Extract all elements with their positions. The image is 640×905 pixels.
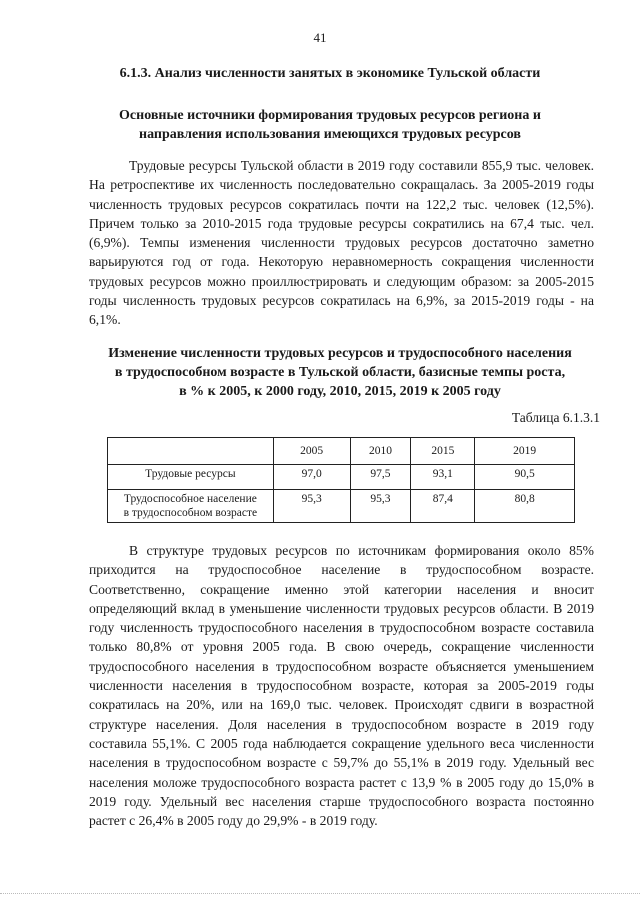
table-cell: 97,0 — [273, 465, 350, 490]
table-title-line-3: в % к 2005, к 2000 году, 2010, 2015, 2019 к 2005 году — [179, 384, 501, 399]
table-title-line-1: Изменение численности трудовых ресурсов и трудоспособного населения — [108, 346, 572, 361]
table-cell: 80,8 — [475, 490, 575, 523]
table-title — [80, 344, 600, 401]
paragraph-2-text: В структуре трудовых ресурсов по источникам формирования около 85% приходится на трудоспособное население в трудоспособном возрасте. Соответственно, сокращение именно этой категории населения и вносит определяющий вклад в уменьшение численности трудовых ресурсов области. В 2019 году численность трудоспособного населения в трудоспособном возрасте составила только 80,8% от уровня 2005 года. В свою очередь, сокращение численности трудоспособного населения в трудоспособном возрасте объясняется уменьшением численности населения в трудоспособном возрасте, которая за 2005-2019 годы сократилась на 20%, или на 169,0 тыс. человек. Происходят сдвиги в возрастной структуре населения. Доля населения в трудоспособном возрасте в 2019 году составила 55,1%. С 2005 года наблюдается сокращение удельного веса численности населения в трудоспособном возрасте с 59,7% до 55,1% в 2019 году. Удельный вес населения моложе трудоспособного возраста растет с 13,9 % в 2005 году до 15,0% в 2019 году. Удельный вес населения старше трудоспособного возраста постоянно растет с 26,4% в 2005 году до 29,9% - в 2019 году. — [89, 543, 594, 829]
scan-edge-divider — [0, 893, 640, 896]
paragraph-1-text: Трудовые ресурсы Тульской области в 2019 году составили 855,9 тыс. человек. На ретроспективе их численность последовательно сокращалась. За 2005-2019 годы численность трудовых ресурсов сократилась почти на 122,2 тыс. человек (12,5%). Причем только за 2010-2015 года трудовые ресурсы сократились на 67,4 тыс. чел. (6,9%). Темпы изменения численности трудовых ресурсов достаточно заметно варьируются год от года. Некоторую неравномерность сокращения численности трудовых ресурсов можно проиллюстрировать и следующим образом: за 2005-2015 годы численность трудовых ресурсов сократилась на 6,9%, за 2015-2019 годы - на 6,1%. — [89, 158, 594, 328]
table-cell: 95,3 — [273, 490, 350, 523]
table-row — [108, 490, 575, 523]
subtitle — [80, 106, 580, 144]
row-label — [108, 490, 274, 523]
table-row — [108, 465, 575, 490]
table-cell: 90,5 — [475, 465, 575, 490]
table-header-row — [108, 438, 575, 465]
table-cell: 95,3 — [350, 490, 411, 523]
table-title-line-2: в трудоспособном возрасте в Тульской области, базисные темпы роста, — [114, 365, 566, 380]
table-cell: 97,5 — [350, 465, 411, 490]
table-header-cell: 2010 — [350, 438, 411, 465]
page-number: 41 — [313, 30, 327, 45]
table-label: Таблица 6.1.3.1 — [511, 410, 600, 425]
table-cell: 93,1 — [411, 465, 475, 490]
table-header-cell — [108, 438, 274, 465]
section-title: 6.1.3. Анализ численности занятых в экономике Тульской области — [119, 66, 541, 81]
row-label-line-2: в трудоспособном возрасте — [123, 507, 258, 519]
table-header-cell: 2019 — [475, 438, 575, 465]
data-table — [107, 437, 575, 523]
table-cell: 87,4 — [411, 490, 475, 523]
subtitle-line-1: Основные источники формирования трудовых ресурсов региона и — [119, 108, 541, 123]
row-label-line-1: Трудоспособное население — [123, 493, 257, 505]
row-label: Трудовые ресурсы — [108, 465, 274, 490]
paragraph-1 — [89, 156, 594, 330]
table-header-cell: 2015 — [411, 438, 475, 465]
subtitle-line-2: направления использования имеющихся трудовых ресурсов — [139, 127, 521, 142]
paragraph-2 — [89, 541, 594, 830]
table-header-cell: 2005 — [273, 438, 350, 465]
